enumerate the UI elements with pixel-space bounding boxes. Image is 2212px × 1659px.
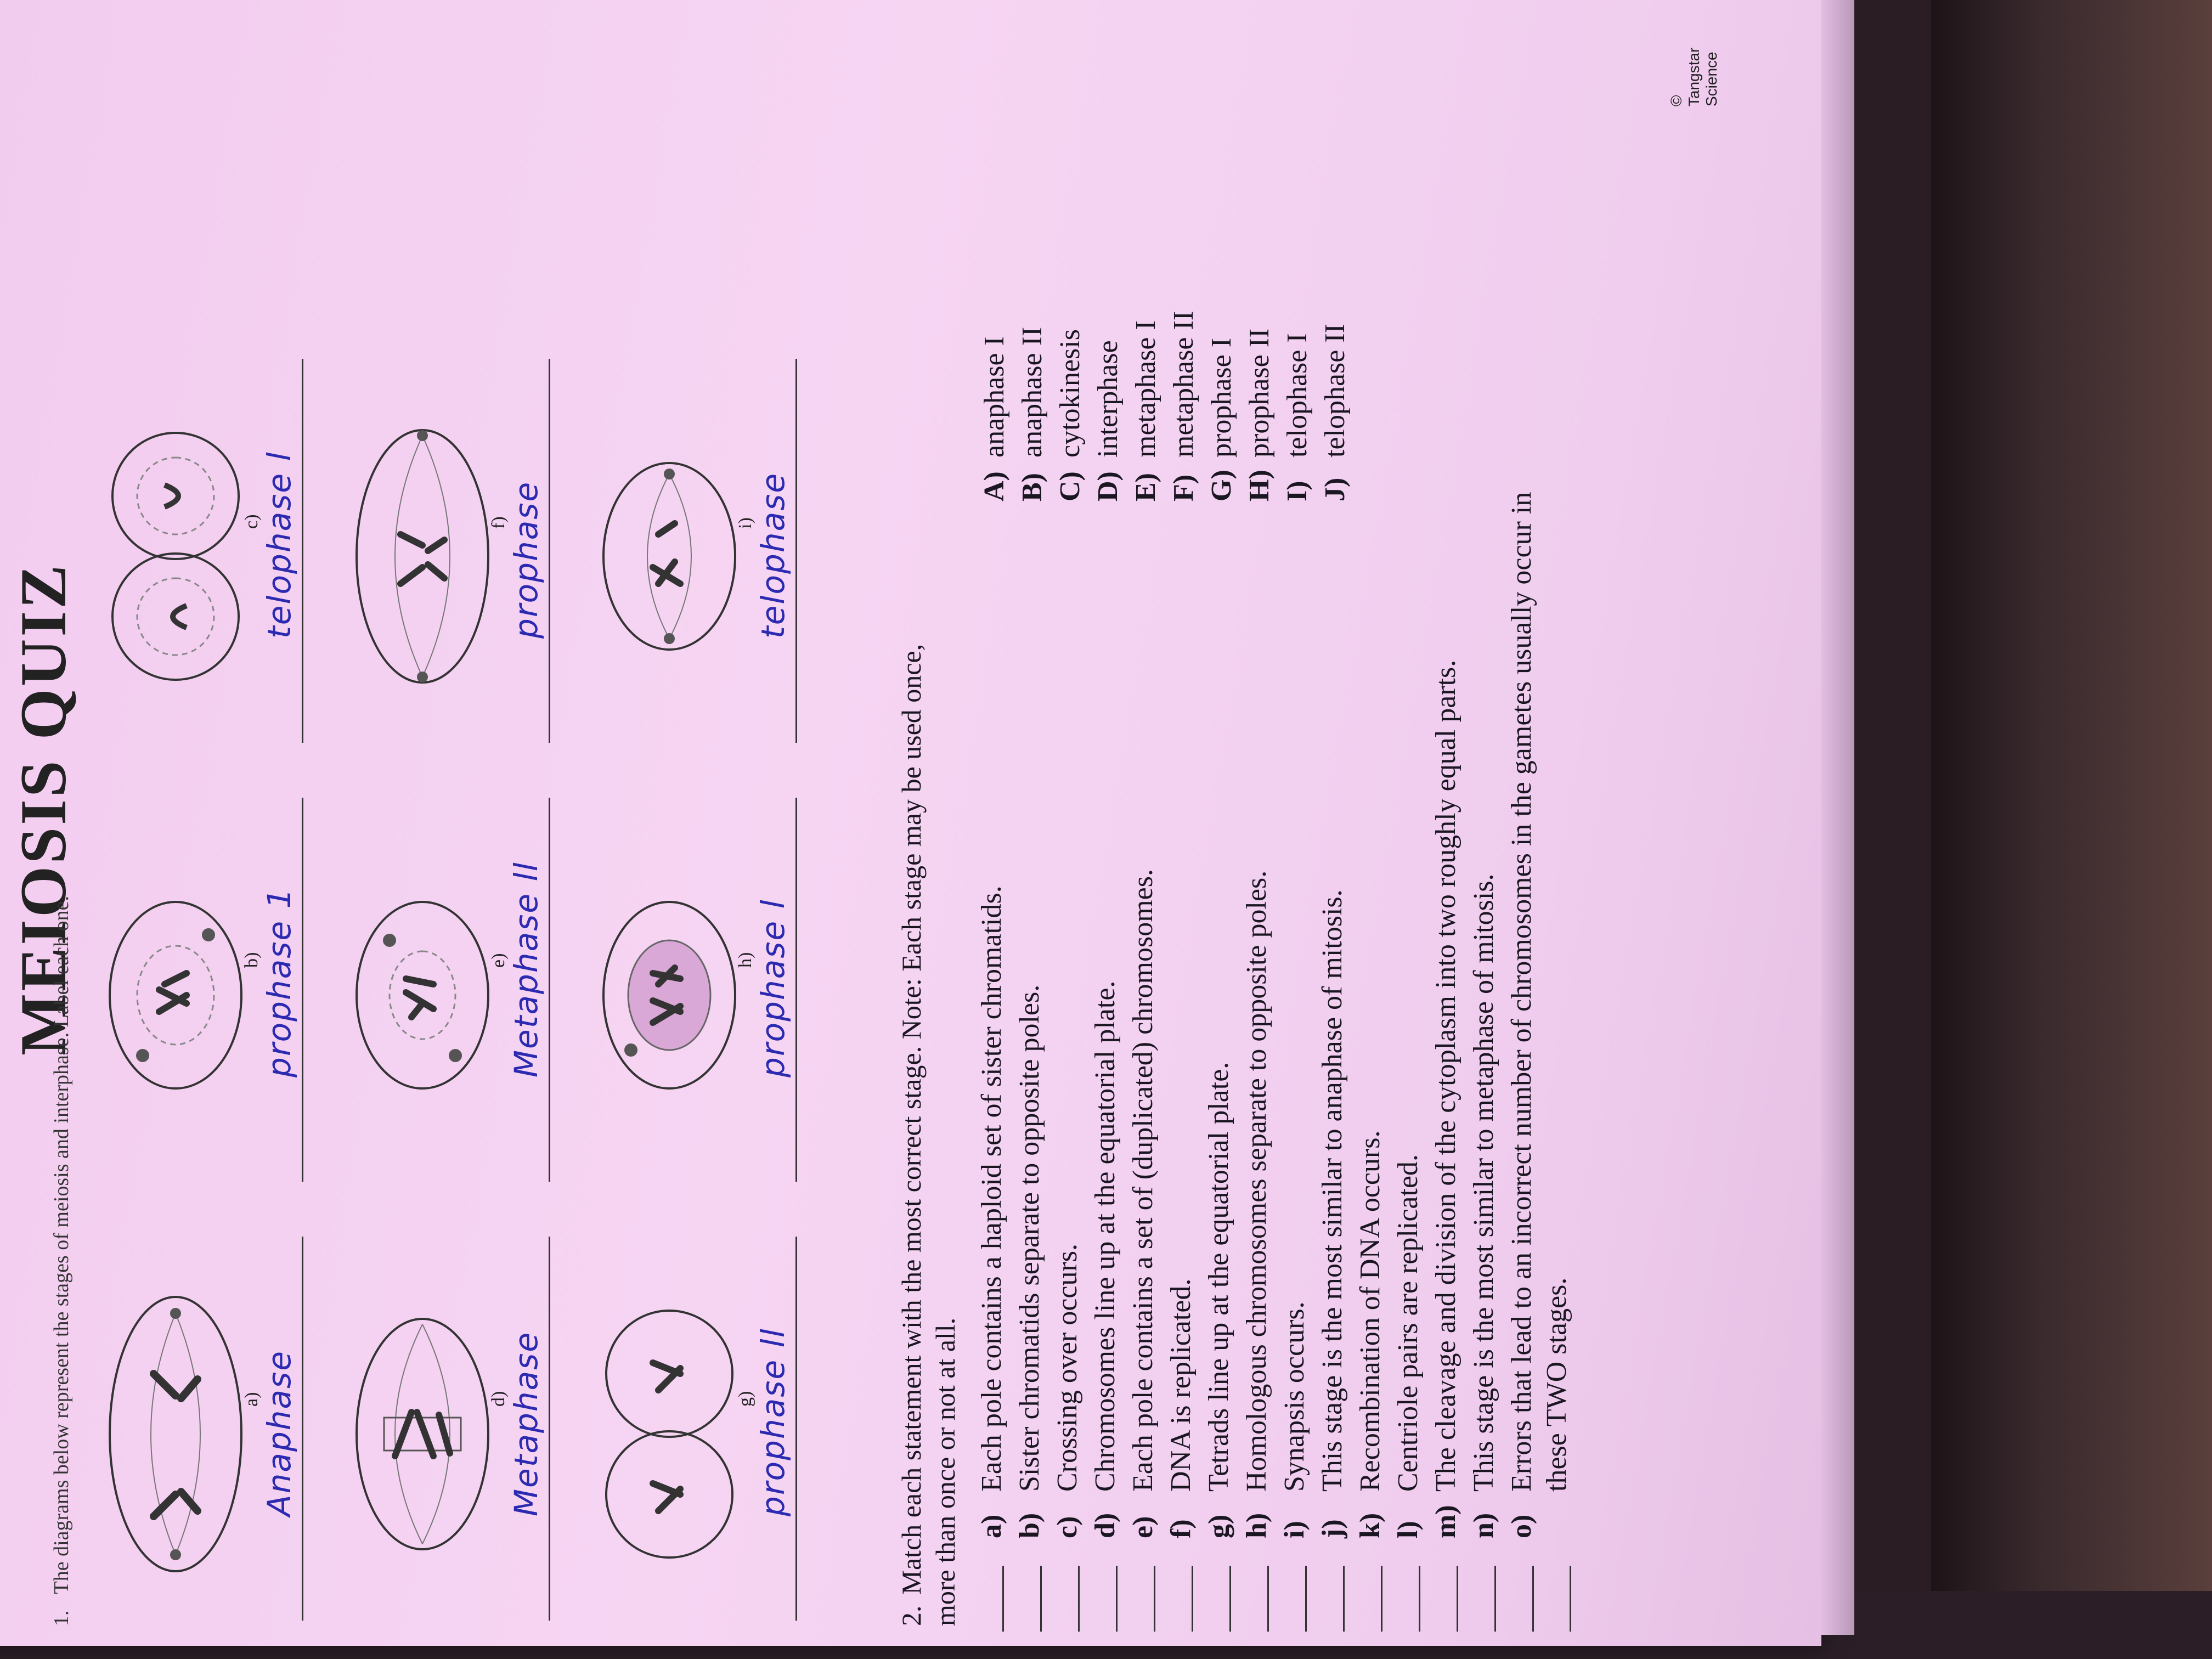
handwritten-answer: prophase 1 [261,887,298,1077]
answer-blank[interactable] [1381,1566,1383,1632]
cell-diagram-anaphase [104,1280,247,1588]
choice-label: E) [1130,473,1161,501]
choice-text: prophase II [1244,328,1275,458]
statement-row [1390,287,1428,1632]
choice-item [1052,145,1090,501]
choice-item [1317,145,1355,501]
diagram-cell-f [351,342,582,759]
answer-line[interactable] [549,1237,550,1621]
diagram-cell-c [104,342,335,759]
statement-label: g) [1203,1514,1234,1538]
choice-label: B) [1017,473,1048,501]
cell-diagram-metaphase-ii [351,842,494,1149]
statement-label: e) [1127,1516,1159,1538]
cell-diagram-telophase [104,403,247,710]
choice-text: interphase [1092,340,1124,458]
statement-text: Crossing over occurs. [1052,1243,1083,1492]
answer-blank[interactable] [1267,1566,1269,1632]
handwritten-answer: Metaphase ll [507,861,545,1077]
answer-blank[interactable] [1229,1566,1231,1632]
desk-background [1931,0,2212,1659]
statement-label: d) [1090,1513,1121,1538]
diagram-letter: f) [488,516,509,529]
diagram-cell-g [598,1220,828,1637]
handwritten-answer: telophase l [261,451,298,639]
diagram-cell-e [351,781,582,1198]
statement-label: a) [976,1514,1007,1538]
statement-label: l) [1392,1521,1424,1538]
choice-text: anaphase II [1017,326,1048,458]
question-2-prompt [894,584,962,1626]
statement-text: Chromosomes line up at the equatorial plate. [1090,980,1121,1492]
choice-item [1166,145,1204,501]
answer-blank[interactable] [1192,1566,1193,1632]
handwritten-answer: telophase [754,472,792,639]
statement-label: h) [1241,1513,1272,1538]
answer-line[interactable] [795,359,797,743]
statement-row [1466,287,1504,1632]
answer-blank[interactable] [1040,1566,1042,1632]
statement-text: This stage is the most similar to metaphase of mitosis. [1468,873,1499,1492]
choice-item [1090,145,1128,501]
diagram-letter: d) [488,1391,509,1407]
statement-row [1352,287,1390,1632]
answer-line[interactable] [302,798,303,1182]
choice-text: cytokinesis [1054,329,1086,458]
choice-label: F) [1168,474,1199,501]
answer-blank[interactable] [1116,1566,1118,1632]
question-1-prompt [49,896,74,1626]
answer-blank[interactable] [1494,1566,1496,1632]
statement-label: k) [1355,1513,1386,1538]
statement-text: Each pole contains a set of (duplicated) chromosomes. [1127,869,1159,1492]
choice-label: D) [1092,471,1124,501]
statement-label: i) [1279,1521,1310,1538]
statement-text: Centriole pairs are replicated. [1392,1154,1424,1492]
statement-text-continued: these TWO stages. [1541,1277,1572,1492]
diagram-letter: b) [241,952,262,968]
diagram-letter: h) [735,952,755,968]
choice-item [977,145,1014,501]
statement-label: m) [1430,1505,1462,1538]
statement-label: n) [1468,1513,1499,1538]
quiz-page [0,47,1756,1659]
handwritten-answer: prophase l [754,899,792,1077]
diagram-cell-a [104,1220,335,1637]
answer-blank[interactable] [1457,1566,1458,1632]
statement-text: Each pole contains a haploid set of sister chromatids. [976,885,1007,1492]
statement-text: Homologous chromosomes separate to opposite poles. [1241,870,1272,1492]
answer-line[interactable] [302,359,303,743]
answer-blank[interactable] [1532,1566,1534,1632]
statement-label: j) [1317,1519,1348,1538]
choice-label: G) [1206,470,1237,501]
choice-text: metaphase II [1168,311,1199,458]
statement-label: b) [1014,1513,1045,1538]
diagram-letter: e) [488,953,509,968]
statement-text: The cleavage and division of the cytoplasm into two roughly equal parts. [1430,659,1462,1492]
handwritten-answer: Metaphase [507,1331,545,1516]
question-text: Match each statement with the most correct stage. Note: Each stage may be used once, more than once or not at all. [896,644,961,1626]
answer-line[interactable] [795,798,797,1182]
handwritten-answer: Anaphase [261,1350,298,1516]
statement-label: o) [1506,1514,1537,1538]
choice-text: telophase II [1319,323,1351,458]
choice-item [1242,145,1279,501]
diagram-cell-d [351,1220,582,1637]
statement-row [1504,287,1575,1632]
answer-blank[interactable] [1078,1566,1080,1632]
stage-choices [977,145,1355,501]
cell-diagram-prophase-f [351,403,494,710]
choice-label: A) [979,471,1010,501]
choice-label: H) [1244,470,1275,501]
answer-line[interactable] [549,798,550,1182]
diagram-cell-i [598,342,828,759]
choice-item [1279,145,1317,501]
answer-line[interactable] [302,1237,303,1621]
answer-line[interactable] [795,1237,797,1621]
answer-blank[interactable] [1343,1566,1345,1632]
answer-blank[interactable] [1154,1566,1155,1632]
statement-text: Sister chromatids separate to opposite poles. [1014,984,1045,1492]
question-number: 2. [896,1605,927,1626]
choice-item [1204,145,1242,501]
answer-blank[interactable] [1002,1566,1004,1632]
answer-line[interactable] [549,359,550,743]
cell-diagram-prophase-ii [598,1280,741,1588]
handwritten-answer: prophase ll [754,1328,792,1516]
copyright-notice: © Tangstar Science [1668,47,1720,106]
choice-label: C) [1054,471,1086,501]
diagram-cell-b [104,781,335,1198]
paper-stack-edge [1821,0,1854,1635]
choice-text: anaphase I [979,336,1010,458]
diagram-letter: g) [735,1391,755,1407]
statement-label: c) [1052,1516,1083,1538]
statement-text: Recombination of DNA occurs. [1355,1130,1386,1492]
answer-blank[interactable] [1570,1566,1571,1632]
choice-text: telophase I [1282,333,1313,458]
diagram-cell-h [598,781,828,1198]
statement-text: Errors that lead to an incorrect number of chromosomes in the gametes usually occur in [1506,492,1537,1492]
statement-label: f) [1165,1519,1197,1538]
question-number: 1. [50,1610,73,1626]
choice-text: metaphase I [1130,320,1161,458]
handwritten-answer: prophase [507,481,545,639]
choice-text: prophase I [1206,337,1237,458]
diagram-letter: i) [735,517,755,529]
statement-row [1428,287,1466,1632]
question-text: The diagrams below represent the stages of meiosis and interphase. Label each one. [50,895,73,1594]
choice-label: J) [1319,477,1351,501]
choice-item [1128,145,1166,501]
choice-item [1014,145,1052,501]
diagram-letter: a) [241,1392,262,1407]
statement-text: DNA is replicated. [1165,1278,1197,1492]
statement-text: Tetrads line up at the equatorial plate. [1203,1062,1234,1492]
page-title: MEIOSIS QUIZ [7,562,80,1056]
cell-diagram-prophase-i [598,842,741,1149]
answer-blank[interactable] [1305,1566,1307,1632]
choice-label: I) [1282,481,1313,501]
cell-diagram-metaphase [351,1280,494,1588]
statement-text: This stage is the most similar to anaphase of mitosis. [1317,889,1348,1492]
diagram-letter: c) [241,514,262,529]
cell-diagram-telophase-i [598,403,741,710]
cell-diagram-prophase [104,842,247,1149]
answer-blank[interactable] [1419,1566,1420,1632]
statement-text: Synapsis occurs. [1279,1301,1310,1492]
